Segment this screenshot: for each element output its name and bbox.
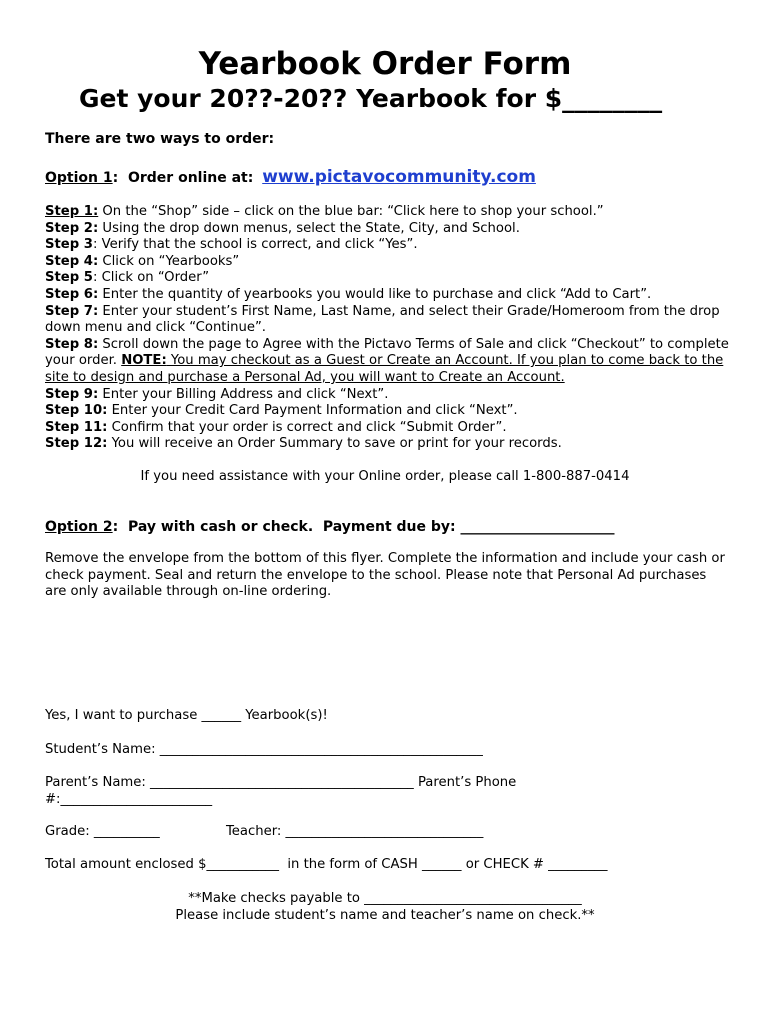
option1-text: : Order online at: bbox=[112, 170, 259, 186]
option2-heading bbox=[45, 519, 615, 535]
step-label: Step 6: bbox=[45, 286, 99, 302]
step-label: Step 7: bbox=[45, 303, 99, 319]
step-item bbox=[45, 270, 735, 287]
option2-text: : Pay with cash or check. Payment due by: ______________________ bbox=[112, 519, 615, 535]
checks-payable-line: **Make checks payable to _________________________________ bbox=[188, 891, 582, 906]
step-label: Step 1: bbox=[45, 204, 99, 219]
step-label: Step 3 bbox=[45, 237, 93, 253]
step-label: Step 8: bbox=[45, 336, 99, 352]
step-text: : Click on “Order” bbox=[92, 270, 210, 286]
intro-text: There are two ways to order: bbox=[45, 131, 275, 147]
step-label: Step 5 bbox=[45, 270, 93, 286]
step-text: Click on “Yearbooks” bbox=[98, 253, 240, 269]
envelope-instructions: Remove the envelope from the bottom of this flyer. Complete the information and include your cash or check payment. Seal and return the envelope to the school. Please note that Personal Ad purchases are only available through on-line ordering. bbox=[45, 551, 725, 600]
total-amount-field[interactable]: Total amount enclosed $___________ in the form of CASH ______ or CHECK # _________ bbox=[45, 857, 608, 872]
parent-phone-field[interactable]: #:_______________________ bbox=[45, 792, 213, 807]
student-name-field[interactable]: Student’s Name: _________________________________________________ bbox=[45, 742, 483, 757]
step-item bbox=[45, 221, 735, 238]
option1-label: Option 1 bbox=[45, 170, 113, 186]
step-text: Scroll down the page to Agree with the Pictavo Terms of Sale and click “Checkout” to complete your order. bbox=[45, 336, 729, 369]
form-title: Yearbook Order Form bbox=[198, 46, 572, 82]
parent-name-field[interactable]: Parent’s Name: ________________________________________ Parent’s Phone bbox=[45, 775, 517, 790]
step-label: Step 9: bbox=[45, 386, 99, 402]
step-text: Enter your Billing Address and click “Next”. bbox=[98, 386, 389, 402]
step-text: Enter the quantity of yearbooks you would like to purchase and click “Add to Cart”. bbox=[98, 286, 652, 302]
step-label: Step 2: bbox=[45, 220, 99, 236]
step-item bbox=[45, 237, 735, 254]
step-text: Enter your Credit Card Payment Information and click “Next”. bbox=[107, 403, 518, 419]
step-item bbox=[45, 287, 735, 304]
step-item bbox=[45, 204, 735, 221]
step-text: On the “Shop” side – click on the blue bar: “Click here to shop your school.” bbox=[98, 204, 604, 219]
step-text: : Verify that the school is correct, and click “Yes”. bbox=[92, 237, 418, 253]
option1-heading bbox=[45, 167, 536, 187]
step-label: Step 11: bbox=[45, 419, 108, 435]
purchase-line[interactable]: Yes, I want to purchase ______ Yearbook(s)! bbox=[45, 708, 328, 723]
checks-instruction-line: Please include student’s name and teacher’s name on check.** bbox=[175, 908, 595, 923]
step-text: Confirm that your order is correct and click “Submit Order”. bbox=[107, 419, 507, 435]
step-item bbox=[45, 420, 735, 437]
option2-label: Option 2 bbox=[45, 519, 113, 535]
step-label: Step 10: bbox=[45, 403, 108, 419]
step-item bbox=[45, 436, 735, 453]
step-item bbox=[45, 337, 735, 387]
step-label: Step 12: bbox=[45, 436, 108, 452]
form-subtitle: Get your 20??-20?? Yearbook for $________ bbox=[79, 84, 663, 113]
step-item bbox=[45, 403, 735, 420]
teacher-field[interactable]: Teacher: ______________________________ bbox=[226, 824, 484, 839]
grade-field[interactable]: Grade: __________ bbox=[45, 824, 160, 839]
step-label: Step 4: bbox=[45, 253, 99, 269]
step-item bbox=[45, 387, 735, 404]
step-text: You will receive an Order Summary to save or print for your records. bbox=[107, 436, 562, 452]
step-item bbox=[45, 304, 735, 337]
assistance-text: If you need assistance with your Online order, please call 1-800-887-0414 bbox=[140, 469, 630, 484]
step-text: Enter your student’s First Name, Last Name, and select their Grade/Homeroom from the drop down menu and click “Continue”. bbox=[45, 303, 720, 336]
online-steps bbox=[45, 204, 735, 453]
step-item bbox=[45, 254, 735, 271]
note-text: You may checkout as a Guest or Create an Account. If you plan to come back to the site to design and purchase a Personal Ad, you will want to Create an Account. bbox=[45, 353, 724, 385]
website-link[interactable]: www.pictavocommunity.com bbox=[262, 167, 536, 187]
step-text: Using the drop down menus, select the State, City, and School. bbox=[98, 220, 520, 236]
note-label: NOTE: bbox=[121, 353, 167, 369]
